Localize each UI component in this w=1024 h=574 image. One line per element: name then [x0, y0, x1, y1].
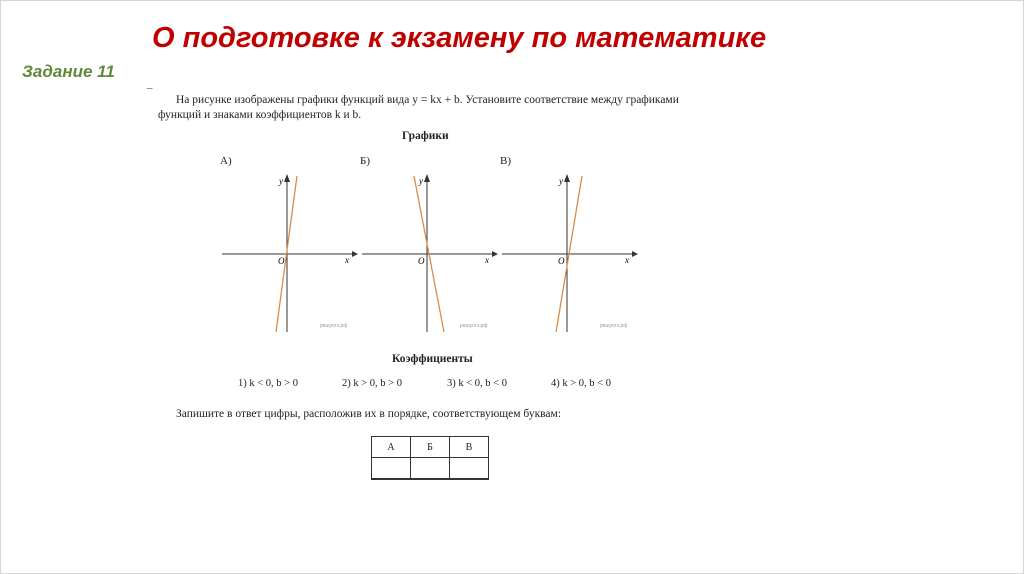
x-axis-arrow [492, 251, 498, 257]
y-axis-arrow [564, 174, 570, 182]
watermark: решуогэ.рф [460, 323, 488, 329]
axis-y-label: y [419, 176, 423, 186]
axis-y-label: y [559, 176, 563, 186]
task-text: На рисунке изображены графики функций вида y = kx + b. Установите соответствие между графиками функций и знаками коэффициентов k и b. [158, 94, 679, 121]
answer-table-header-row [372, 437, 489, 458]
axis-y-label: y [279, 176, 283, 186]
answer-instruction: Запишите в ответ цифры, расположив их в порядке, соответствующем буквам: [176, 408, 562, 420]
graphs-heading: Графики [402, 130, 449, 142]
watermark: решуогэ.рф [600, 323, 628, 329]
axis-x-label: x [485, 255, 489, 265]
dash-mark: – [147, 82, 153, 94]
x-axis-arrow [632, 251, 638, 257]
axis-x-label: x [625, 255, 629, 265]
answer-header-v: В [450, 437, 489, 458]
answer-cell-v[interactable] [450, 458, 489, 480]
answer-table [371, 436, 489, 480]
answer-table-value-row[interactable] [372, 458, 489, 480]
answer-header-b: Б [411, 437, 450, 458]
coefficient-option-4: 4) k > 0, b < 0 [551, 378, 611, 389]
graph-label-v: В) [500, 155, 511, 167]
axis-x-label: x [345, 255, 349, 265]
graph-label-a: А) [220, 155, 232, 167]
slide-title: О подготовке к экзамену по математике [152, 22, 767, 54]
y-axis-arrow [284, 174, 290, 182]
graph-v [500, 170, 640, 335]
answer-cell-a[interactable] [372, 458, 411, 480]
x-axis-arrow [352, 251, 358, 257]
watermark: решуогэ.рф [320, 323, 348, 329]
origin-label: O [418, 256, 425, 266]
coefficient-option-2: 2) k > 0, b > 0 [342, 378, 402, 389]
coefficient-option-3: 3) k < 0, b < 0 [447, 378, 507, 389]
graph-label-b: Б) [360, 155, 370, 167]
origin-label: O [278, 256, 285, 266]
task-label: Задание 11 [22, 62, 115, 81]
answer-header-a: А [372, 437, 411, 458]
graph-b [360, 170, 500, 335]
coefficient-option-1: 1) k < 0, b > 0 [238, 378, 298, 389]
origin-label: O [558, 256, 565, 266]
graph-a [220, 170, 360, 335]
answer-cell-b[interactable] [411, 458, 450, 480]
y-axis-arrow [424, 174, 430, 182]
coefficients-heading: Коэффициенты [392, 353, 473, 365]
